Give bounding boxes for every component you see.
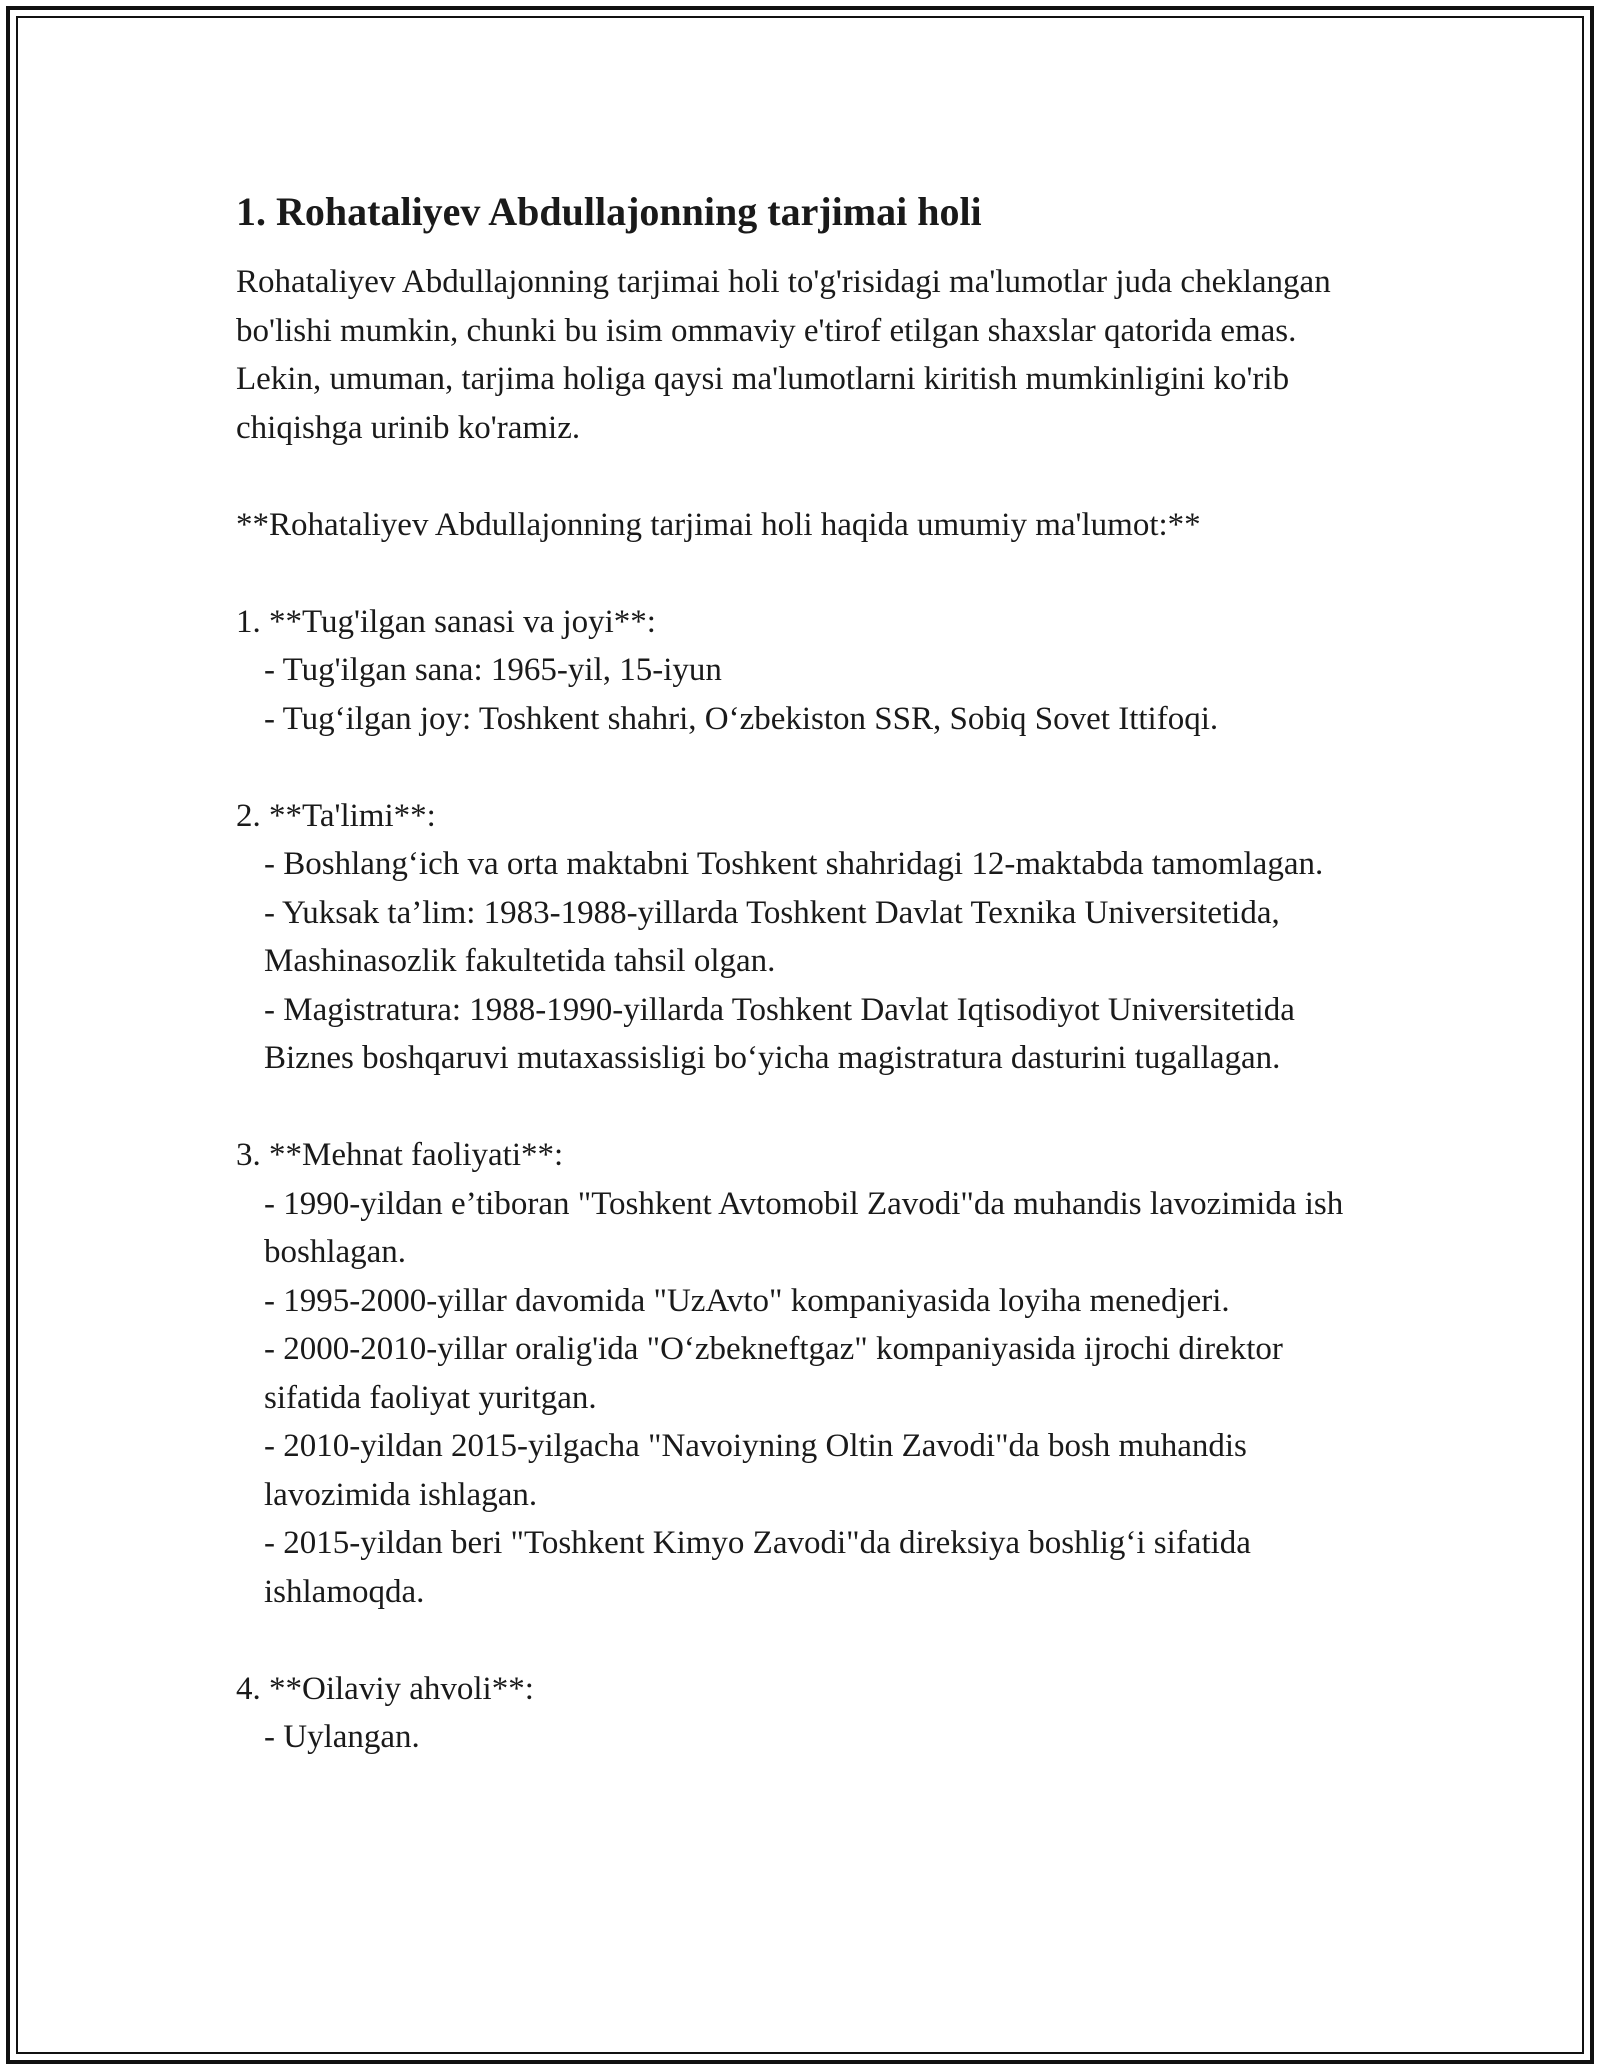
list-item: - 1995-2000-yillar davomida "UzAvto" kompaniyasida loyiha menedjeri. [264,1282,1230,1319]
list-item: - Tug‘ilgan joy: Toshkent shahri, O‘zbekiston SSR, Sobiq Sovet Ittifoqi. [264,700,1219,737]
list-item: - Boshlang‘ich va orta maktabni Toshkent shahridagi 12-maktabda tamomlagan. [264,846,1324,882]
section-heading: 1. **Tug'ilgan sanasi va joyi**: [236,603,656,640]
section-birth [236,598,1386,744]
list-item: - Yuksak ta’lim: 1983-1988-yillarda Toshkent Davlat Texnika Universitetida, Mashinasozlik fakultetida tahsil olgan. [264,894,1280,979]
section-heading: 2. **Ta'limi**: [236,797,436,834]
section-family [236,1665,1386,1762]
summary-heading: **Rohataliyev Abdullajonning tarjimai holi haqida umumiy ma'lumot:** [236,506,1201,543]
section-heading: 4. **Oilaviy ahvoli**: [236,1670,534,1707]
document-title: 1. Rohataliyev Abdullajonning tarjimai holi [236,189,982,234]
intro-paragraph: Rohataliyev Abdullajonning tarjimai holi to'g'risidagi ma'lumotlar juda cheklangan bo'lishi mumkin, chunki bu isim ommaviy e'tirof etilgan shaxslar qatorida emas. Lekin, umuman, tarjima holiga qaysi ma'lumotlarni kiritish mumkinligini ko'rib chiqishga urinib ko'ramiz. [236,264,1331,446]
section-heading: 3. **Mehnat faoliyati**: [236,1137,564,1173]
section-education [236,792,1386,1083]
list-item: - 1990-yildan e’tiboran "Toshkent Avtomobil Zavodi"da muhandis lavozimida ish boshlagan. [264,1185,1344,1270]
list-item: - Tug'ilgan sana: 1965-yil, 15-iyun [264,652,722,688]
list-item: - Uylangan. [264,1719,420,1755]
list-item: - 2000-2010-yillar oralig'ida "O‘zbekneftgaz" kompaniyasida ijrochi direktor sifatida faoliyat yuritgan. [264,1331,1283,1416]
list-item: - 2015-yildan beri "Toshkent Kimyo Zavodi"da direksiya boshlig‘i sifatida ishlamoqda. [264,1525,1251,1610]
section-career [236,1131,1386,1616]
list-item: - Magistratura: 1988-1990-yillarda Toshkent Davlat Iqtisodiyot Universitetida Biznes boshqaruvi mutaxassisligi bo‘yicha magistratura dasturini tugallagan. [264,991,1295,1076]
list-item: - 2010-yildan 2015-yilgacha "Navoiyning Oltin Zavodi"da bosh muhandis lavozimida ishlagan. [264,1428,1247,1513]
document-body [236,186,1386,1762]
